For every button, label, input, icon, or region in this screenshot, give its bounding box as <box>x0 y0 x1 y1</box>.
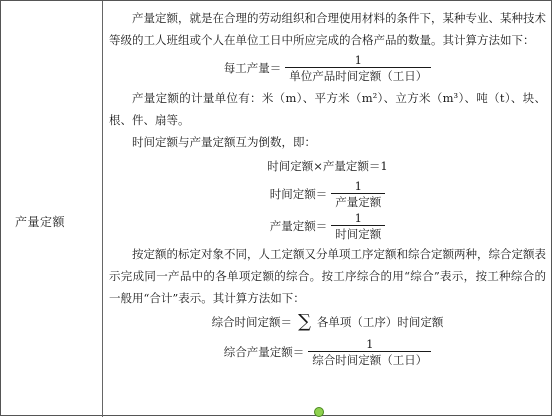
formula-lhs: 综合产量定额＝ <box>223 345 305 359</box>
fraction <box>331 179 385 209</box>
fraction-denominator: 产量定额 <box>331 193 385 209</box>
fraction <box>285 53 431 83</box>
formula-composite-output <box>109 337 546 367</box>
sigma-symbol: ∑ <box>298 311 311 332</box>
fraction-numerator: 1 <box>354 179 362 193</box>
formula-lhs: 时间定额＝ <box>269 187 328 201</box>
formula-time-quota <box>109 179 546 209</box>
fraction-denominator: 综合时间定额（工日） <box>308 351 431 367</box>
fraction-numerator: 1 <box>354 211 362 225</box>
fraction-numerator: 1 <box>366 337 374 351</box>
fraction <box>308 337 431 367</box>
column-divider <box>102 1 103 417</box>
paragraph-reciprocal: 时间定额与产量定额互为倒数，即： <box>132 135 316 149</box>
fraction-numerator: 1 <box>354 53 362 67</box>
formula-lhs: 综合时间定额＝ <box>211 315 293 329</box>
paragraph-classification: 按定额的标定对象不同，人工定额又分单项工序定额和综合定额两种，综合定额表示完成同一产品中的各单项定额的综合。按工序综合的用“综合”表示，按工种综合的一般用“合计”表示。其计算方法如下： <box>109 247 546 305</box>
fraction-denominator: 单位产品时间定额（工日） <box>285 67 431 83</box>
fraction-denominator: 时间定额 <box>331 225 385 241</box>
paragraph-units: 产量定额的计量单位有：米（m）、平方米（m²）、立方米（m³）、吨（t）、块、根、件、扇等。 <box>109 91 546 127</box>
formula-lhs: 每工产量＝ <box>223 61 282 75</box>
cursor-marker-dot <box>314 407 324 417</box>
formula-output-per-worker <box>109 53 546 83</box>
fraction <box>331 211 385 241</box>
paragraph-definition: 产量定额，就是在合理的劳动组织和合理使用材料的条件下，某种专业、某种技术等级的工人班组或个人在单位工日中所应完成的合格产品的数量。其计算方法如下： <box>109 11 546 47</box>
definition-content <box>109 7 546 367</box>
formula-product: 时间定额×产量定额＝1 <box>267 159 388 173</box>
formula-lhs: 产量定额＝ <box>269 219 328 233</box>
formula-rhs: 各单项（工序）时间定额 <box>316 315 444 329</box>
formula-composite-time <box>109 311 546 333</box>
formula-output-quota <box>109 211 546 241</box>
term-cell: 产量定额 <box>15 215 66 229</box>
